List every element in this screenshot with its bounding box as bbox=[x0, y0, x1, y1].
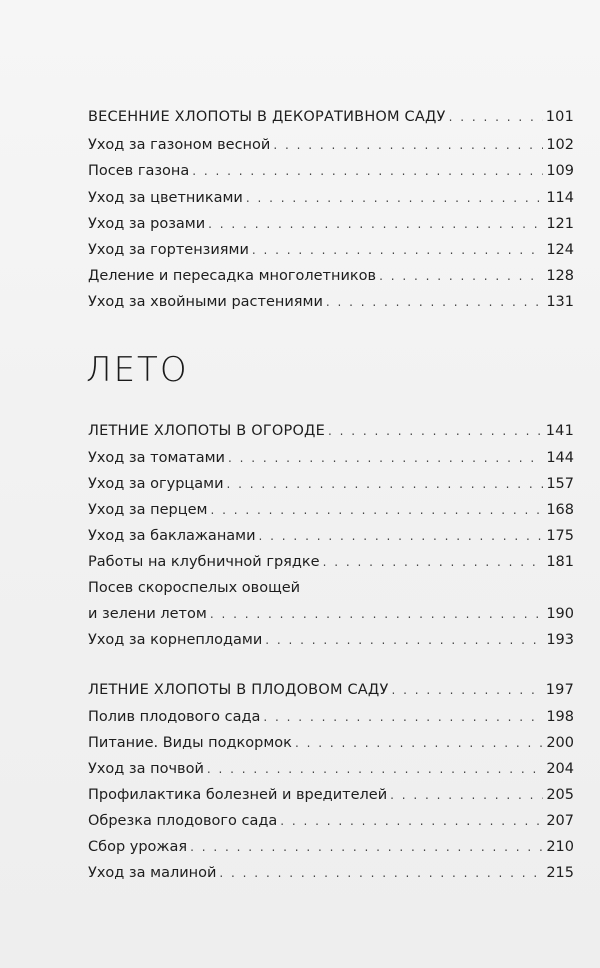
toc-entry-title: Деление и пересадка многолетников bbox=[88, 268, 377, 284]
toc-entry-page: 205 bbox=[546, 787, 574, 803]
toc-entry-page: 101 bbox=[545, 109, 574, 125]
toc-leader-dots bbox=[210, 497, 543, 523]
toc-leader-dots bbox=[379, 263, 543, 289]
toc-entry-page: 128 bbox=[546, 268, 574, 284]
toc-entry bbox=[88, 704, 574, 730]
toc-entry-title: Уход за хвойными растениями bbox=[88, 294, 323, 310]
toc-entry-page: 215 bbox=[546, 865, 574, 881]
toc-entry-title: Уход за розами bbox=[88, 216, 206, 232]
toc-entry-title: Посев газона bbox=[88, 163, 190, 179]
toc-leader-dots bbox=[228, 445, 543, 471]
toc-entry bbox=[88, 834, 574, 860]
toc-leader-dots bbox=[391, 677, 542, 703]
toc-entry bbox=[88, 185, 574, 211]
toc-entry-section-spring-decor bbox=[88, 104, 574, 130]
toc-entry-title: Питание. Виды подкормок bbox=[88, 735, 292, 751]
toc-leader-dots bbox=[210, 601, 544, 627]
season-heading: ЛЕТО bbox=[86, 350, 189, 390]
toc-entry bbox=[88, 158, 574, 184]
toc-entry bbox=[88, 782, 574, 808]
toc-entry-title: ВЕСЕННИЕ ХЛОПОТЫ В ДЕКОРАТИВНОМ САДУ bbox=[88, 109, 446, 125]
toc-entry bbox=[88, 132, 574, 158]
toc-leader-dots bbox=[326, 289, 543, 315]
toc-entry-page: 168 bbox=[546, 502, 574, 518]
toc-entry-title: Обрезка плодового сада bbox=[88, 813, 278, 829]
toc-entry-title: Уход за корнеплодами bbox=[88, 632, 263, 648]
toc-entry-title: Уход за почвой bbox=[88, 761, 204, 777]
toc-entry-page: 114 bbox=[546, 190, 574, 206]
toc-entry bbox=[88, 211, 574, 237]
toc-entry-page: 141 bbox=[545, 423, 574, 439]
toc-entry bbox=[88, 471, 574, 497]
toc-entry-title: Уход за огурцами bbox=[88, 476, 224, 492]
toc-leader-dots bbox=[252, 237, 543, 263]
toc-leader-dots bbox=[280, 808, 543, 834]
toc-entry-page: 197 bbox=[545, 682, 574, 698]
toc-entry bbox=[88, 549, 574, 575]
toc-entry bbox=[88, 730, 574, 756]
toc-leader-dots bbox=[265, 627, 543, 653]
toc-leader-dots bbox=[273, 132, 543, 158]
toc-entry bbox=[88, 601, 574, 627]
toc-entry-page: 190 bbox=[546, 606, 574, 622]
toc-entry-title: Уход за баклажанами bbox=[88, 528, 256, 544]
toc-leader-dots bbox=[207, 756, 543, 782]
toc-entry bbox=[88, 445, 574, 471]
toc-entry-page: 131 bbox=[546, 294, 574, 310]
toc-entry-title: Уход за цветниками bbox=[88, 190, 243, 206]
toc-entry-title: Уход за газоном весной bbox=[88, 137, 271, 153]
toc-entry bbox=[88, 237, 574, 263]
toc-entry-title: Сбор урожая bbox=[88, 839, 188, 855]
toc-entry-page: 124 bbox=[546, 242, 574, 258]
toc-entry-page: 193 bbox=[546, 632, 574, 648]
toc-entry-page: 204 bbox=[546, 761, 574, 777]
toc-entry-page: 198 bbox=[546, 709, 574, 725]
toc-leader-dots bbox=[192, 158, 543, 184]
toc-leader-dots bbox=[190, 834, 543, 860]
toc-leader-dots bbox=[246, 185, 543, 211]
toc-entry-title: Профилактика болезней и вредителей bbox=[88, 787, 388, 803]
toc-entry bbox=[88, 808, 574, 834]
toc-leader-dots bbox=[227, 471, 544, 497]
toc-entry-page: 109 bbox=[546, 163, 574, 179]
toc-entry-page: 102 bbox=[546, 137, 574, 153]
toc-leader-dots bbox=[323, 549, 544, 575]
toc-leader-dots bbox=[449, 104, 543, 130]
toc-entry-title: Уход за томатами bbox=[88, 450, 225, 466]
toc-entry-title: Уход за перцем bbox=[88, 502, 208, 518]
toc-leader-dots bbox=[263, 704, 543, 730]
toc-entry-page: 181 bbox=[546, 554, 574, 570]
toc-leader-dots bbox=[259, 523, 544, 549]
toc-leader-dots bbox=[390, 782, 543, 808]
toc-entry bbox=[88, 627, 574, 653]
toc-entry bbox=[88, 263, 574, 289]
toc-entry-page: 210 bbox=[546, 839, 574, 855]
toc-entry-page: 175 bbox=[546, 528, 574, 544]
toc-entry bbox=[88, 860, 574, 886]
toc-entry-page: 200 bbox=[546, 735, 574, 751]
toc-entry-title: Работы на клубничной грядке bbox=[88, 554, 320, 570]
toc-entry-title: ЛЕТНИЕ ХЛОПОТЫ В ОГОРОДЕ bbox=[88, 423, 325, 439]
toc-entry-title: Полив плодового сада bbox=[88, 709, 261, 725]
toc-entry-page: 157 bbox=[546, 476, 574, 492]
toc-leader-dots bbox=[295, 730, 543, 756]
toc-entry-section-summer-orchard bbox=[88, 677, 574, 703]
toc-leader-dots bbox=[219, 860, 543, 886]
toc-entry-page: 144 bbox=[546, 450, 574, 466]
toc-entry bbox=[88, 756, 574, 782]
toc-entry bbox=[88, 523, 574, 549]
toc-leader-dots bbox=[328, 418, 543, 444]
toc-entry-title: ЛЕТНИЕ ХЛОПОТЫ В ПЛОДОВОМ САДУ bbox=[88, 682, 389, 698]
toc-entry-title: Уход за гортензиями bbox=[88, 242, 249, 258]
toc-entry-title-line2: и зелени летом bbox=[88, 606, 207, 622]
toc-entry bbox=[88, 289, 574, 315]
toc-entry-title: Уход за малиной bbox=[88, 865, 217, 881]
toc-entry-page: 121 bbox=[546, 216, 574, 232]
toc-entry bbox=[88, 497, 574, 523]
toc-entry-title-line1: Посев скороспелых овощей bbox=[88, 580, 301, 596]
toc-entry-section-summer-garden bbox=[88, 418, 574, 444]
toc-entry-page: 207 bbox=[546, 813, 574, 829]
toc-leader-dots bbox=[208, 211, 543, 237]
